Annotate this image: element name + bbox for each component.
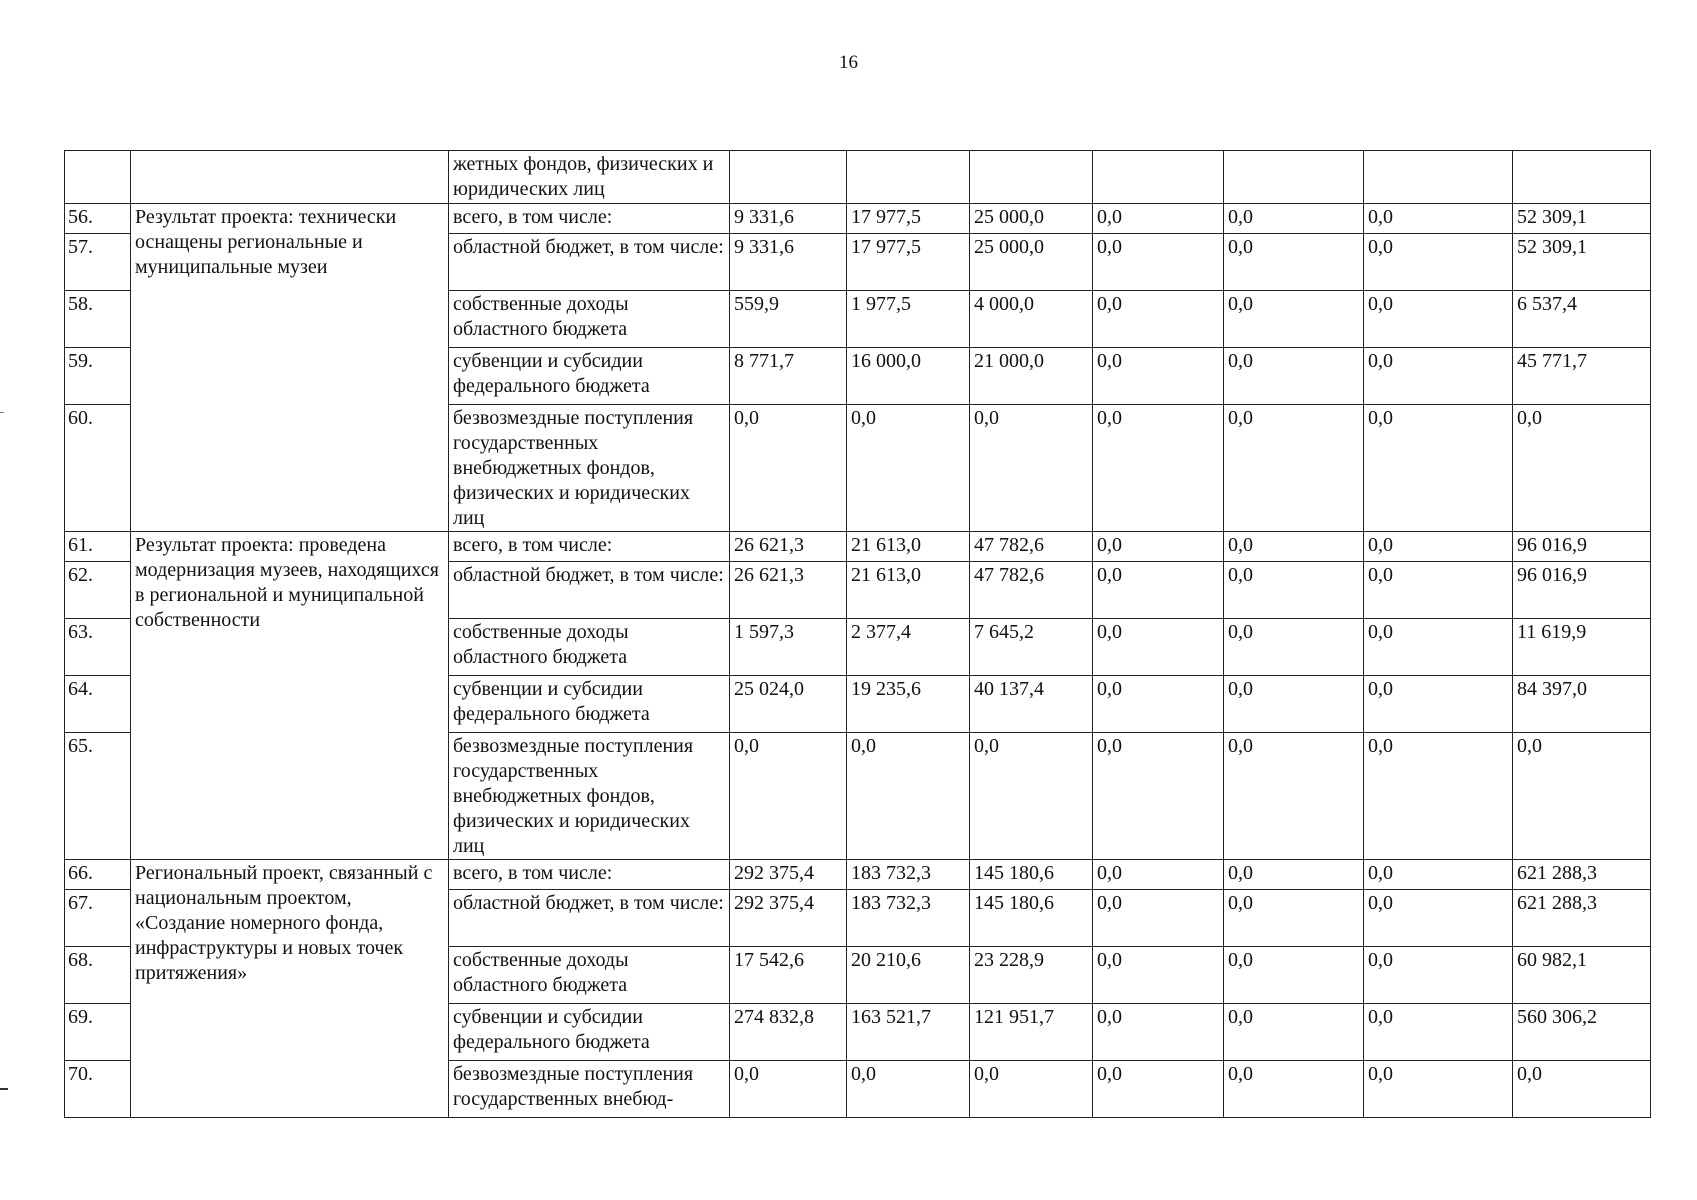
row-number: 65. xyxy=(65,733,131,860)
scan-edge-mark xyxy=(0,412,4,413)
value-cell: 2 377,4 xyxy=(847,619,970,676)
value-cell: 0,0 xyxy=(1364,733,1513,860)
value-cell: 0,0 xyxy=(1224,405,1364,532)
value-cell: 7 645,2 xyxy=(970,619,1093,676)
value-cell: 0,0 xyxy=(1224,860,1364,890)
value-cell: 0,0 xyxy=(1093,562,1224,619)
row-label: субвенции и субсидии федерального бюджета xyxy=(449,348,730,405)
row-number: 67. xyxy=(65,890,131,947)
group-title: Региональный проект, связанный с национальным проектом, «Создание номерного фонда, инфраструктуры и новых точек притяжения» xyxy=(131,860,449,1118)
value-cell: 145 180,6 xyxy=(970,860,1093,890)
value-cell: 0,0 xyxy=(1364,860,1513,890)
value-cell: 0,0 xyxy=(1093,1061,1224,1118)
value-cell: 274 832,8 xyxy=(730,1004,847,1061)
value-cell: 17 542,6 xyxy=(730,947,847,1004)
value-cell: 25 000,0 xyxy=(970,234,1093,291)
value-cell: 0,0 xyxy=(1364,619,1513,676)
value-cell: 0,0 xyxy=(1364,676,1513,733)
value-cell: 0,0 xyxy=(1224,532,1364,562)
value-cell: 25 024,0 xyxy=(730,676,847,733)
row-number: 62. xyxy=(65,562,131,619)
row-number: 60. xyxy=(65,405,131,532)
value-cell: 21 613,0 xyxy=(847,562,970,619)
row-number: 58. xyxy=(65,291,131,348)
value-cell: 0,0 xyxy=(1364,204,1513,234)
value-cell: 11 619,9 xyxy=(1513,619,1651,676)
row-label: собственные доходы областного бюджета xyxy=(449,291,730,348)
value-cell: 6 537,4 xyxy=(1513,291,1651,348)
value-cell: 145 180,6 xyxy=(970,890,1093,947)
value-cell: 23 228,9 xyxy=(970,947,1093,1004)
value-cell: 26 621,3 xyxy=(730,562,847,619)
value-cell: 0,0 xyxy=(1093,532,1224,562)
group-title: Результат проекта: проведена модернизация музеев, находящихся в региональной и муниципальной собственности xyxy=(131,532,449,860)
value-cell: 0,0 xyxy=(1093,619,1224,676)
value-cell: 0,0 xyxy=(1513,733,1651,860)
value-cell: 0,0 xyxy=(1093,348,1224,405)
row-number: 61. xyxy=(65,532,131,562)
value-cell: 0,0 xyxy=(1224,291,1364,348)
value-cell: 0,0 xyxy=(970,405,1093,532)
value-cell: 9 331,6 xyxy=(730,204,847,234)
value-cell: 25 000,0 xyxy=(970,204,1093,234)
value-cell: 0,0 xyxy=(1364,234,1513,291)
value-cell: 1 977,5 xyxy=(847,291,970,348)
value-cell: 40 137,4 xyxy=(970,676,1093,733)
row-label: субвенции и субсидии федерального бюджета xyxy=(449,1004,730,1061)
value-cell xyxy=(970,151,1093,204)
value-cell xyxy=(1364,151,1513,204)
value-cell: 4 000,0 xyxy=(970,291,1093,348)
value-cell xyxy=(847,151,970,204)
value-cell: 292 375,4 xyxy=(730,860,847,890)
value-cell: 0,0 xyxy=(1093,860,1224,890)
value-cell: 0,0 xyxy=(1093,947,1224,1004)
value-cell: 163 521,7 xyxy=(847,1004,970,1061)
value-cell: 20 210,6 xyxy=(847,947,970,1004)
row-label: жетных фондов, физических и юридических лиц xyxy=(449,151,730,204)
value-cell: 0,0 xyxy=(1093,291,1224,348)
value-cell: 0,0 xyxy=(1224,733,1364,860)
value-cell: 0,0 xyxy=(1513,405,1651,532)
value-cell: 16 000,0 xyxy=(847,348,970,405)
row-label: областной бюджет, в том числе: xyxy=(449,890,730,947)
value-cell: 21 000,0 xyxy=(970,348,1093,405)
value-cell: 0,0 xyxy=(1224,890,1364,947)
value-cell: 60 982,1 xyxy=(1513,947,1651,1004)
row-label: безвозмездные поступления государственных внебюджетных фондов, физических и юридических лиц xyxy=(449,733,730,860)
value-cell: 621 288,3 xyxy=(1513,890,1651,947)
value-cell: 0,0 xyxy=(1364,1061,1513,1118)
row-number: 59. xyxy=(65,348,131,405)
value-cell: 0,0 xyxy=(1224,1004,1364,1061)
row-label: областной бюджет, в том числе: xyxy=(449,234,730,291)
value-cell: 47 782,6 xyxy=(970,532,1093,562)
scan-edge-mark xyxy=(0,1088,8,1090)
row-label: собственные доходы областного бюджета xyxy=(449,947,730,1004)
value-cell: 183 732,3 xyxy=(847,890,970,947)
value-cell: 0,0 xyxy=(1224,562,1364,619)
value-cell xyxy=(730,151,847,204)
value-cell: 0,0 xyxy=(970,1061,1093,1118)
value-cell: 26 621,3 xyxy=(730,532,847,562)
value-cell: 0,0 xyxy=(1364,890,1513,947)
value-cell: 0,0 xyxy=(1224,1061,1364,1118)
value-cell: 96 016,9 xyxy=(1513,562,1651,619)
budget-table xyxy=(64,150,1651,1118)
value-cell: 0,0 xyxy=(847,1061,970,1118)
value-cell: 560 306,2 xyxy=(1513,1004,1651,1061)
value-cell: 0,0 xyxy=(1093,234,1224,291)
value-cell: 0,0 xyxy=(1224,676,1364,733)
row-number: 63. xyxy=(65,619,131,676)
value-cell: 0,0 xyxy=(970,733,1093,860)
value-cell: 19 235,6 xyxy=(847,676,970,733)
value-cell: 1 597,3 xyxy=(730,619,847,676)
value-cell: 17 977,5 xyxy=(847,204,970,234)
value-cell: 0,0 xyxy=(1364,348,1513,405)
value-cell: 0,0 xyxy=(1093,890,1224,947)
value-cell: 0,0 xyxy=(847,733,970,860)
value-cell: 52 309,1 xyxy=(1513,234,1651,291)
value-cell: 0,0 xyxy=(1364,532,1513,562)
row-label: субвенции и субсидии федерального бюджета xyxy=(449,676,730,733)
value-cell: 0,0 xyxy=(1093,204,1224,234)
value-cell: 0,0 xyxy=(1093,1004,1224,1061)
value-cell: 0,0 xyxy=(1364,291,1513,348)
row-number: 64. xyxy=(65,676,131,733)
value-cell: 0,0 xyxy=(847,405,970,532)
row-number: 57. xyxy=(65,234,131,291)
value-cell: 0,0 xyxy=(1224,947,1364,1004)
row-number: 70. xyxy=(65,1061,131,1118)
table-row xyxy=(65,860,1651,890)
value-cell: 0,0 xyxy=(1224,234,1364,291)
value-cell: 0,0 xyxy=(1224,204,1364,234)
page-number: 16 xyxy=(839,52,858,73)
table-row xyxy=(65,204,1651,234)
value-cell: 292 375,4 xyxy=(730,890,847,947)
value-cell: 0,0 xyxy=(1224,619,1364,676)
value-cell xyxy=(1513,151,1651,204)
row-label: собственные доходы областного бюджета xyxy=(449,619,730,676)
row-label: всего, в том числе: xyxy=(449,860,730,890)
value-cell: 559,9 xyxy=(730,291,847,348)
row-label: безвозмездные поступления государственных внебюджетных фондов, физических и юридических лиц xyxy=(449,405,730,532)
row-number: 56. xyxy=(65,204,131,234)
value-cell: 121 951,7 xyxy=(970,1004,1093,1061)
value-cell: 0,0 xyxy=(1513,1061,1651,1118)
value-cell: 0,0 xyxy=(730,405,847,532)
value-cell xyxy=(1224,151,1364,204)
value-cell: 84 397,0 xyxy=(1513,676,1651,733)
row-label: областной бюджет, в том числе: xyxy=(449,562,730,619)
value-cell: 45 771,7 xyxy=(1513,348,1651,405)
value-cell: 17 977,5 xyxy=(847,234,970,291)
row-number: 68. xyxy=(65,947,131,1004)
value-cell: 0,0 xyxy=(1364,947,1513,1004)
row-number: 69. xyxy=(65,1004,131,1061)
row-label: всего, в том числе: xyxy=(449,532,730,562)
value-cell: 9 331,6 xyxy=(730,234,847,291)
value-cell xyxy=(1093,151,1224,204)
value-cell: 0,0 xyxy=(730,733,847,860)
row-label: безвозмездные поступления государственных внебюд- xyxy=(449,1061,730,1118)
value-cell: 0,0 xyxy=(1093,405,1224,532)
value-cell: 52 309,1 xyxy=(1513,204,1651,234)
value-cell: 183 732,3 xyxy=(847,860,970,890)
group-title xyxy=(131,151,449,204)
value-cell: 0,0 xyxy=(1224,348,1364,405)
table-row xyxy=(65,532,1651,562)
group-title: Результат проекта: технически оснащены региональные и муниципальные музеи xyxy=(131,204,449,532)
value-cell: 21 613,0 xyxy=(847,532,970,562)
value-cell: 0,0 xyxy=(1364,1004,1513,1061)
value-cell: 0,0 xyxy=(1364,405,1513,532)
row-number xyxy=(65,151,131,204)
value-cell: 0,0 xyxy=(1093,676,1224,733)
row-label: всего, в том числе: xyxy=(449,204,730,234)
value-cell: 0,0 xyxy=(730,1061,847,1118)
value-cell: 0,0 xyxy=(1093,733,1224,860)
row-number: 66. xyxy=(65,860,131,890)
table-row xyxy=(65,151,1651,204)
value-cell: 0,0 xyxy=(1364,562,1513,619)
value-cell: 621 288,3 xyxy=(1513,860,1651,890)
value-cell: 8 771,7 xyxy=(730,348,847,405)
value-cell: 96 016,9 xyxy=(1513,532,1651,562)
value-cell: 47 782,6 xyxy=(970,562,1093,619)
